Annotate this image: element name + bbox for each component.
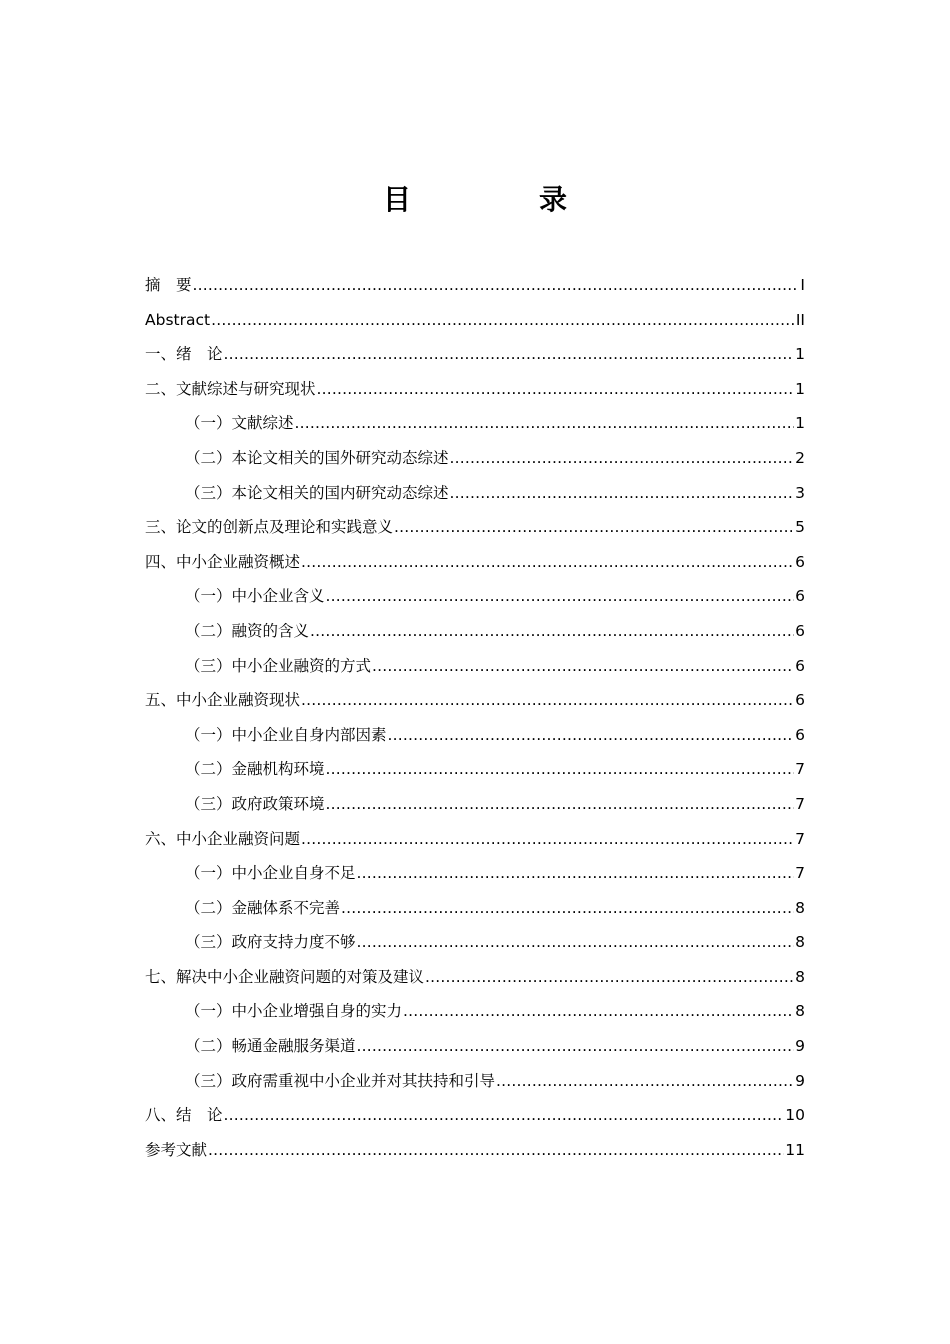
toc-dot-leader	[394, 510, 794, 545]
toc-dot-leader	[425, 960, 794, 995]
toc-dot-leader	[208, 1133, 784, 1168]
toc-entry-page-number: 6	[795, 621, 805, 640]
toc-entry-page-number: 1	[795, 345, 805, 364]
toc-entry[interactable]	[145, 718, 805, 753]
toc-entry-page-number: 6	[795, 587, 805, 606]
toc-entry-label: （一）中小企业增强自身的实力	[185, 1002, 403, 1021]
toc-entry-label: 六、中小企业融资问题	[145, 829, 301, 848]
toc-entry-label: 四、中小企业融资概述	[145, 552, 301, 571]
toc-entry[interactable]	[145, 1029, 805, 1064]
toc-entry-page-number: 9	[795, 1071, 805, 1090]
toc-entry-label: Abstract	[145, 310, 211, 329]
toc-dot-leader	[301, 683, 794, 718]
toc-dot-leader	[301, 822, 794, 857]
toc-entry-page-number: 6	[795, 656, 805, 675]
toc-dot-leader	[326, 752, 795, 787]
toc-dot-leader	[496, 1064, 794, 1099]
toc-entry-label: 二、文献综述与研究现状	[145, 379, 316, 398]
toc-entry[interactable]	[145, 372, 805, 407]
toc-entry-page-number: 8	[795, 898, 805, 917]
toc-entry[interactable]	[145, 476, 805, 511]
toc-entry-label: （二）本论文相关的国外研究动态综述	[185, 448, 449, 467]
toc-dot-leader	[310, 614, 794, 649]
toc-entry-label: （二）金融体系不完善	[185, 898, 341, 917]
toc-entry-label: （一）中小企业自身不足	[185, 864, 356, 883]
toc-entry[interactable]	[145, 614, 805, 649]
toc-entry-page-number: 9	[795, 1037, 805, 1056]
toc-entry[interactable]	[145, 856, 805, 891]
toc-dot-leader	[388, 718, 795, 753]
toc-entry-page-number: II	[795, 310, 805, 329]
toc-entry-label: 摘 要	[145, 276, 192, 294]
toc-entry-page-number: 3	[795, 483, 805, 502]
toc-entry-page-number: 7	[795, 760, 805, 779]
toc-entry-label: 五、中小企业融资现状	[145, 691, 301, 710]
toc-entry[interactable]	[145, 891, 805, 926]
toc-entry-page-number: 8	[795, 933, 805, 952]
toc-entry[interactable]	[145, 960, 805, 995]
toc-entry-page-number: 2	[795, 448, 805, 467]
toc-entry-page-number: I	[800, 276, 805, 294]
toc-entry[interactable]	[145, 752, 805, 787]
toc-entry-label: 三、论文的创新点及理论和实践意义	[145, 518, 394, 537]
toc-entry-label: （一）中小企业含义	[185, 587, 325, 606]
toc-entry[interactable]	[145, 337, 805, 372]
table-of-contents	[145, 268, 805, 1167]
toc-dot-leader	[317, 372, 795, 407]
toc-entry-label: （二）融资的含义	[185, 621, 310, 640]
toc-entry[interactable]	[145, 1133, 805, 1168]
toc-entry[interactable]	[145, 1064, 805, 1099]
toc-entry-page-number: 11	[785, 1140, 805, 1159]
toc-entry[interactable]	[145, 925, 805, 960]
toc-entry-label: （三）本论文相关的国内研究动态综述	[185, 483, 449, 502]
page-title: 目 录	[382, 183, 617, 216]
toc-entry-page-number: 1	[795, 414, 805, 433]
toc-entry-page-number: 7	[795, 829, 805, 848]
toc-dot-leader	[372, 649, 794, 684]
toc-dot-leader	[357, 856, 795, 891]
toc-entry-label: （一）文献综述	[185, 414, 294, 433]
toc-entry-label: （三）政府需重视中小企业并对其扶持和引导	[185, 1071, 496, 1090]
toc-dot-leader	[326, 579, 795, 614]
toc-entry-label: （一）中小企业自身内部因素	[185, 725, 387, 744]
toc-entry[interactable]	[145, 545, 805, 580]
toc-dot-leader	[341, 891, 794, 926]
toc-entry[interactable]	[145, 510, 805, 545]
toc-dot-leader	[326, 787, 795, 822]
toc-entry[interactable]	[145, 683, 805, 718]
toc-entry[interactable]	[145, 441, 805, 476]
toc-dot-leader	[403, 994, 794, 1029]
toc-entry-label: （二）畅通金融服务渠道	[185, 1037, 356, 1056]
toc-dot-leader	[224, 1098, 785, 1133]
toc-entry-page-number: 7	[795, 864, 805, 883]
toc-entry-label: （二）金融机构环境	[185, 760, 325, 779]
toc-dot-leader	[450, 441, 795, 476]
toc-entry[interactable]	[145, 649, 805, 684]
toc-entry[interactable]	[145, 1098, 805, 1133]
toc-dot-leader	[224, 337, 795, 372]
toc-entry[interactable]	[145, 579, 805, 614]
toc-entry-label: （三）政府政策环境	[185, 794, 325, 813]
toc-entry-label: （三）政府支持力度不够	[185, 933, 356, 952]
toc-entry-page-number: 6	[795, 552, 805, 571]
toc-dot-leader	[211, 303, 795, 338]
toc-entry[interactable]	[145, 406, 805, 441]
toc-entry-page-number: 8	[795, 1002, 805, 1021]
toc-entry-label: （三）中小企业融资的方式	[185, 656, 372, 675]
toc-entry[interactable]	[145, 268, 805, 303]
toc-dot-leader	[193, 268, 800, 303]
toc-entry-label: 参考文献	[145, 1140, 208, 1159]
toc-dot-leader	[357, 1029, 795, 1064]
toc-entry-page-number: 7	[795, 794, 805, 813]
toc-entry[interactable]	[145, 994, 805, 1029]
toc-entry-page-number: 8	[795, 967, 805, 986]
toc-entry[interactable]	[145, 303, 805, 338]
toc-entry-page-number: 1	[795, 379, 805, 398]
toc-entry-page-number: 10	[785, 1106, 805, 1125]
toc-entry-label: 八、结 论	[145, 1106, 223, 1125]
toc-entry-page-number: 6	[795, 725, 805, 744]
toc-dot-leader	[301, 545, 794, 580]
toc-entry-label: 七、解决中小企业融资问题的对策及建议	[145, 967, 425, 986]
toc-entry-page-number: 6	[795, 691, 805, 710]
toc-dot-leader	[295, 406, 795, 441]
toc-dot-leader	[357, 925, 795, 960]
toc-entry[interactable]	[145, 787, 805, 822]
toc-entry-page-number: 5	[795, 518, 805, 537]
toc-dot-leader	[450, 476, 795, 511]
toc-entry-label: 一、绪 论	[145, 345, 223, 364]
toc-entry[interactable]	[145, 822, 805, 857]
